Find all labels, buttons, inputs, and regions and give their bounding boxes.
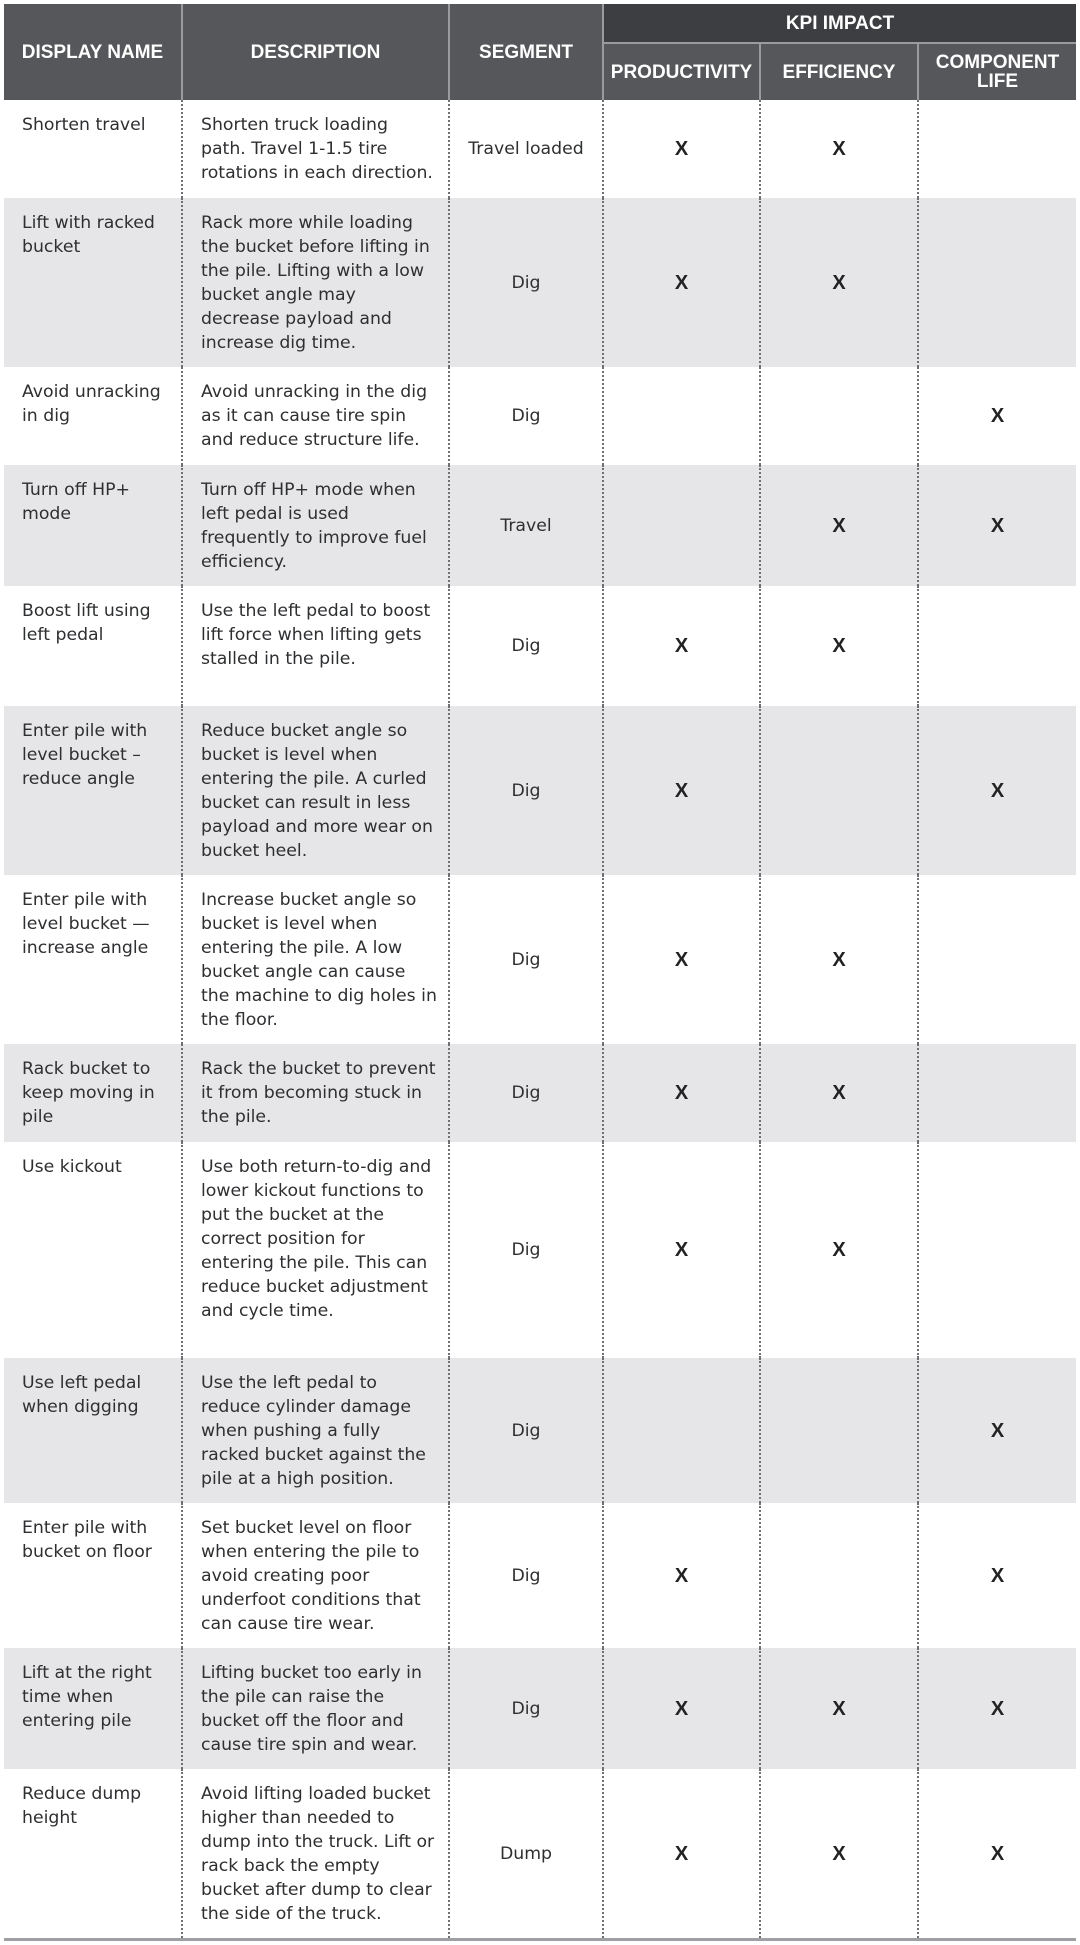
- productivity-mark-cell: X: [603, 198, 760, 367]
- productivity-mark-cell: X: [603, 1648, 760, 1769]
- description-cell: Turn off HP+ mode when left pedal is used frequently to improve fuel efficiency.: [182, 465, 449, 586]
- description-cell: Use both return-to-dig and lower kickout functions to put the bucket at the correct position for entering the pile. This can reduce bucket adjustment and cycle time.: [182, 1142, 449, 1358]
- display-name-cell: Boost lift using left pedal: [4, 586, 182, 706]
- display-name-cell: Rack bucket to keep moving in pile: [4, 1044, 182, 1142]
- efficiency-mark-cell: X: [760, 1769, 918, 1940]
- description-cell: Avoid lifting loaded bucket higher than needed to dump into the truck. Lift or rack back the empty bucket after dump to clear the side of the truck.: [182, 1769, 449, 1940]
- description-cell: Rack the bucket to prevent it from becoming stuck in the pile.: [182, 1044, 449, 1142]
- productivity-mark-cell: X: [603, 100, 760, 198]
- display-name-cell: Shorten travel: [4, 100, 182, 198]
- productivity-mark-cell: X: [603, 1142, 760, 1358]
- table-row: [4, 1358, 1076, 1503]
- productivity-mark-cell: X: [603, 1769, 760, 1940]
- header-display-name: DISPLAY NAME: [4, 4, 182, 100]
- description-cell: Use the left pedal to reduce cylinder damage when pushing a fully racked bucket against the pile at a high position.: [182, 1358, 449, 1503]
- description-cell: Avoid unracking in the dig as it can cause tire spin and reduce structure life.: [182, 367, 449, 465]
- table-row: [4, 367, 1076, 465]
- description-cell: Rack more while loading the bucket before lifting in the pile. Lifting with a low bucket angle may decrease payload and increase dig time.: [182, 198, 449, 367]
- display-name-cell: Enter pile with level bucket – reduce angle: [4, 706, 182, 875]
- efficiency-mark-cell: [760, 1358, 918, 1503]
- segment-cell: Travel loaded: [449, 100, 603, 198]
- efficiency-mark-cell: [760, 1503, 918, 1648]
- segment-cell: Dig: [449, 706, 603, 875]
- component-life-mark-cell: X: [918, 1769, 1076, 1940]
- component-life-mark-cell: [918, 198, 1076, 367]
- display-name-cell: Turn off HP+ mode: [4, 465, 182, 586]
- efficiency-mark-cell: X: [760, 198, 918, 367]
- display-name-cell: Avoid unracking in dig: [4, 367, 182, 465]
- efficiency-mark-cell: X: [760, 465, 918, 586]
- productivity-mark-cell: [603, 1358, 760, 1503]
- efficiency-mark-cell: X: [760, 1044, 918, 1142]
- component-life-mark-cell: [918, 1044, 1076, 1142]
- segment-cell: Dig: [449, 586, 603, 706]
- description-cell: Use the left pedal to boost lift force when lifting gets stalled in the pile.: [182, 586, 449, 706]
- description-cell: Lifting bucket too early in the pile can raise the bucket off the floor and cause tire spin and wear.: [182, 1648, 449, 1769]
- table-row: [4, 1503, 1076, 1648]
- display-name-cell: Lift with racked bucket: [4, 198, 182, 367]
- component-life-mark-cell: X: [918, 1648, 1076, 1769]
- table-row: [4, 706, 1076, 875]
- segment-cell: Dig: [449, 198, 603, 367]
- description-cell: Reduce bucket angle so bucket is level when entering the pile. A curled bucket can result in less payload and more wear on bucket heel.: [182, 706, 449, 875]
- productivity-mark-cell: X: [603, 875, 760, 1044]
- segment-cell: Dig: [449, 1648, 603, 1769]
- component-life-mark-cell: [918, 1142, 1076, 1358]
- header-description: DESCRIPTION: [182, 4, 449, 100]
- display-name-cell: Use kickout: [4, 1142, 182, 1358]
- kpi-impact-table: [4, 4, 1076, 1941]
- header-segment: SEGMENT: [449, 4, 603, 100]
- table-body: [4, 100, 1076, 1940]
- component-life-mark-cell: X: [918, 465, 1076, 586]
- table-row: [4, 465, 1076, 586]
- display-name-cell: Reduce dump height: [4, 1769, 182, 1940]
- header-efficiency: EFFICIENCY: [760, 43, 918, 100]
- efficiency-mark-cell: [760, 706, 918, 875]
- header-productivity: PRODUCTIVITY: [603, 43, 760, 100]
- efficiency-mark-cell: X: [760, 1142, 918, 1358]
- component-life-mark-cell: X: [918, 1503, 1076, 1648]
- component-life-mark-cell: X: [918, 706, 1076, 875]
- header-kpi-impact: KPI IMPACT: [603, 4, 1076, 43]
- component-life-mark-cell: [918, 586, 1076, 706]
- table-row: [4, 875, 1076, 1044]
- segment-cell: Dig: [449, 1142, 603, 1358]
- table-row: [4, 1648, 1076, 1769]
- display-name-cell: Enter pile with level bucket — increase angle: [4, 875, 182, 1044]
- component-life-mark-cell: [918, 100, 1076, 198]
- productivity-mark-cell: X: [603, 1044, 760, 1142]
- kpi-table-container: [4, 4, 1076, 1941]
- table-row: [4, 1142, 1076, 1358]
- header-component-life: COMPONENT LIFE: [918, 43, 1076, 100]
- table-row: [4, 1044, 1076, 1142]
- segment-cell: Travel: [449, 465, 603, 586]
- description-cell: Increase bucket angle so bucket is level when entering the pile. A low bucket angle can cause the machine to dig holes in the floor.: [182, 875, 449, 1044]
- description-cell: Shorten truck loading path. Travel 1-1.5 tire rotations in each direction.: [182, 100, 449, 198]
- table-row: [4, 100, 1076, 198]
- segment-cell: Dig: [449, 875, 603, 1044]
- productivity-mark-cell: X: [603, 586, 760, 706]
- efficiency-mark-cell: X: [760, 875, 918, 1044]
- component-life-mark-cell: X: [918, 1358, 1076, 1503]
- table-row: [4, 1769, 1076, 1940]
- description-cell: Set bucket level on floor when entering the pile to avoid creating poor underfoot conditions that can cause tire wear.: [182, 1503, 449, 1648]
- productivity-mark-cell: [603, 367, 760, 465]
- segment-cell: Dig: [449, 1044, 603, 1142]
- table-row: [4, 198, 1076, 367]
- segment-cell: Dig: [449, 1503, 603, 1648]
- component-life-mark-cell: X: [918, 367, 1076, 465]
- productivity-mark-cell: X: [603, 706, 760, 875]
- display-name-cell: Use left pedal when digging: [4, 1358, 182, 1503]
- segment-cell: Dig: [449, 367, 603, 465]
- productivity-mark-cell: X: [603, 1503, 760, 1648]
- table-row: [4, 586, 1076, 706]
- table-header: [4, 4, 1076, 100]
- efficiency-mark-cell: X: [760, 586, 918, 706]
- display-name-cell: Lift at the right time when entering pile: [4, 1648, 182, 1769]
- efficiency-mark-cell: X: [760, 100, 918, 198]
- efficiency-mark-cell: X: [760, 1648, 918, 1769]
- segment-cell: Dump: [449, 1769, 603, 1940]
- segment-cell: Dig: [449, 1358, 603, 1503]
- display-name-cell: Enter pile with bucket on floor: [4, 1503, 182, 1648]
- component-life-mark-cell: [918, 875, 1076, 1044]
- productivity-mark-cell: [603, 465, 760, 586]
- efficiency-mark-cell: [760, 367, 918, 465]
